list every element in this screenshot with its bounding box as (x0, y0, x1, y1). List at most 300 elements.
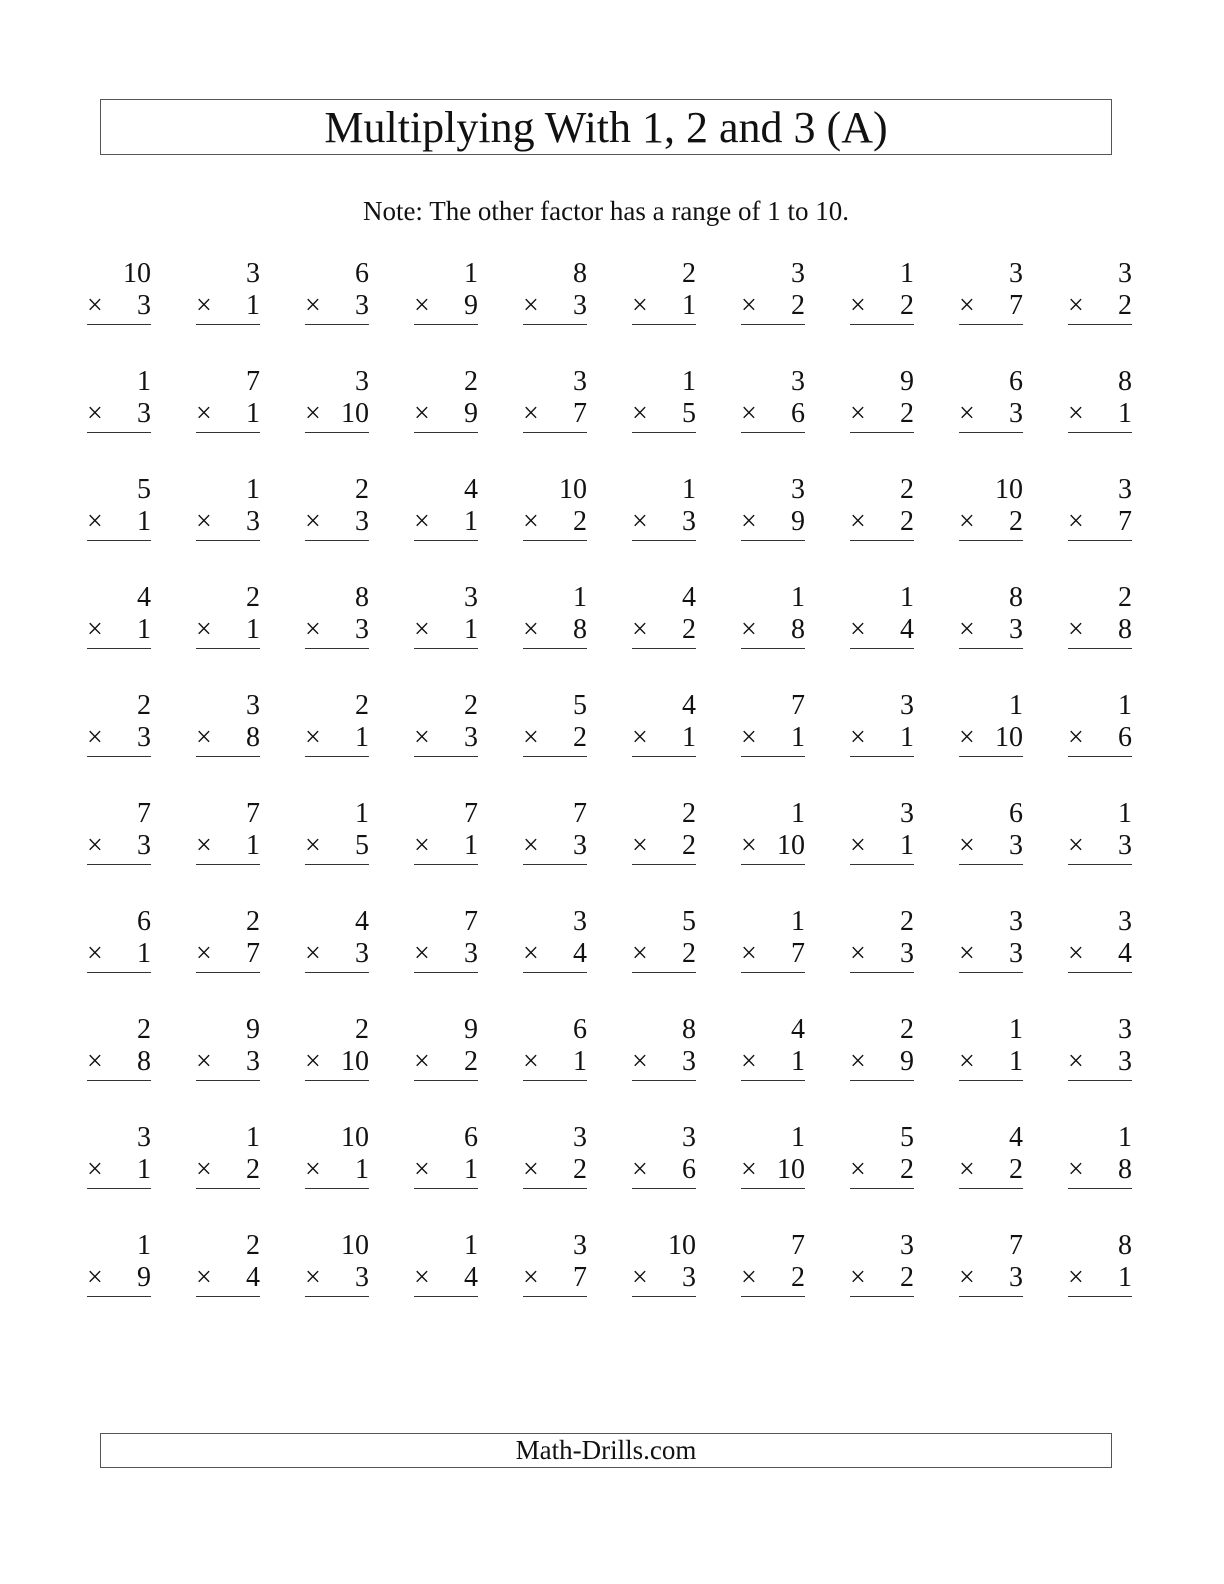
top-factor: 7 (791, 690, 805, 721)
multiplication-problem (632, 1014, 696, 1094)
bottom-factor: 9 (464, 398, 478, 429)
answer-line (1068, 398, 1132, 433)
bottom-factor: 5 (682, 398, 696, 429)
times-icon: × (414, 614, 430, 645)
answer-line (741, 614, 805, 649)
multiplication-problem (414, 1122, 478, 1202)
multiplication-problem (305, 1230, 369, 1310)
top-factor: 3 (900, 798, 914, 829)
times-icon: × (959, 1046, 975, 1077)
times-icon: × (196, 290, 212, 321)
top-factor: 9 (900, 366, 914, 397)
multiplication-problem (305, 690, 369, 770)
top-factor: 3 (900, 1230, 914, 1261)
times-icon: × (850, 938, 866, 969)
bottom-factor: 4 (573, 938, 587, 969)
top-factor: 1 (137, 366, 151, 397)
top-factor: 6 (137, 906, 151, 937)
top-factor: 4 (682, 582, 696, 613)
bottom-factor: 10 (341, 1046, 369, 1077)
top-factor: 5 (900, 1122, 914, 1153)
answer-line (305, 1154, 369, 1189)
times-icon: × (87, 614, 103, 645)
answer-line (959, 398, 1023, 433)
times-icon: × (305, 830, 321, 861)
times-icon: × (632, 938, 648, 969)
answer-line (741, 1046, 805, 1081)
multiplication-problem (87, 798, 151, 878)
answer-line (1068, 1262, 1132, 1297)
multiplication-problem (523, 366, 587, 446)
answer-line (87, 830, 151, 865)
times-icon: × (414, 398, 430, 429)
times-icon: × (850, 1046, 866, 1077)
multiplication-problem (414, 366, 478, 446)
answer-line (523, 614, 587, 649)
times-icon: × (959, 506, 975, 537)
times-icon: × (523, 722, 539, 753)
answer-line (850, 722, 914, 757)
top-factor: 2 (246, 906, 260, 937)
times-icon: × (632, 398, 648, 429)
answer-line (959, 830, 1023, 865)
problem-row (87, 366, 1137, 456)
bottom-factor: 3 (682, 506, 696, 537)
multiplication-problem (632, 1122, 696, 1202)
answer-line (1068, 290, 1132, 325)
bottom-factor: 2 (573, 722, 587, 753)
times-icon: × (87, 506, 103, 537)
times-icon: × (87, 398, 103, 429)
top-factor: 9 (246, 1014, 260, 1045)
answer-line (850, 614, 914, 649)
top-factor: 8 (355, 582, 369, 613)
multiplication-problem (959, 1230, 1023, 1310)
top-factor: 7 (573, 798, 587, 829)
times-icon: × (196, 1262, 212, 1293)
multiplication-problem (1068, 582, 1132, 662)
bottom-factor: 1 (246, 614, 260, 645)
times-icon: × (523, 398, 539, 429)
multiplication-problem (523, 1014, 587, 1094)
times-icon: × (523, 614, 539, 645)
times-icon: × (741, 1154, 757, 1185)
times-icon: × (959, 398, 975, 429)
answer-line (632, 1154, 696, 1189)
top-factor: 2 (246, 582, 260, 613)
answer-line (959, 290, 1023, 325)
top-factor: 2 (900, 1014, 914, 1045)
multiplication-problem (523, 582, 587, 662)
multiplication-problem (850, 474, 914, 554)
times-icon: × (1068, 830, 1084, 861)
multiplication-problem (414, 1230, 478, 1310)
answer-line (196, 722, 260, 757)
top-factor: 3 (1118, 474, 1132, 505)
multiplication-problem (305, 582, 369, 662)
answer-line (632, 290, 696, 325)
times-icon: × (87, 1046, 103, 1077)
problem-row (87, 1122, 1137, 1212)
bottom-factor: 3 (137, 830, 151, 861)
multiplication-problem (850, 690, 914, 770)
bottom-factor: 3 (1009, 938, 1023, 969)
problem-row (87, 1014, 1137, 1104)
top-factor: 1 (464, 1230, 478, 1261)
answer-line (87, 506, 151, 541)
answer-line (196, 506, 260, 541)
bottom-factor: 1 (464, 830, 478, 861)
times-icon: × (305, 938, 321, 969)
top-factor: 1 (791, 798, 805, 829)
bottom-factor: 1 (137, 1154, 151, 1185)
answer-line (632, 830, 696, 865)
answer-line (305, 614, 369, 649)
top-factor: 3 (573, 1230, 587, 1261)
bottom-factor: 3 (1009, 614, 1023, 645)
bottom-factor: 1 (355, 1154, 369, 1185)
bottom-factor: 7 (1009, 290, 1023, 321)
top-factor: 3 (464, 582, 478, 613)
top-factor: 7 (464, 906, 478, 937)
top-factor: 8 (573, 258, 587, 289)
bottom-factor: 1 (1009, 1046, 1023, 1077)
multiplication-problem (959, 366, 1023, 446)
times-icon: × (87, 722, 103, 753)
top-factor: 5 (682, 906, 696, 937)
problem-row (87, 906, 1137, 996)
answer-line (87, 938, 151, 973)
multiplication-problem (87, 1230, 151, 1310)
times-icon: × (305, 506, 321, 537)
top-factor: 1 (355, 798, 369, 829)
multiplication-problem (414, 258, 478, 338)
bottom-factor: 8 (246, 722, 260, 753)
multiplication-problem (741, 798, 805, 878)
multiplication-problem (87, 1122, 151, 1202)
multiplication-problem (632, 366, 696, 446)
top-factor: 4 (464, 474, 478, 505)
answer-line (87, 1262, 151, 1297)
times-icon: × (850, 1262, 866, 1293)
times-icon: × (196, 398, 212, 429)
answer-line (850, 506, 914, 541)
top-factor: 6 (573, 1014, 587, 1045)
multiplication-problem (850, 1014, 914, 1094)
top-factor: 1 (900, 582, 914, 613)
answer-line (414, 938, 478, 973)
times-icon: × (523, 1262, 539, 1293)
bottom-factor: 8 (1118, 1154, 1132, 1185)
multiplication-problem (414, 474, 478, 554)
top-factor: 1 (246, 474, 260, 505)
multiplication-problem (741, 1230, 805, 1310)
bottom-factor: 1 (573, 1046, 587, 1077)
bottom-factor: 2 (1009, 1154, 1023, 1185)
times-icon: × (741, 938, 757, 969)
multiplication-problem (850, 366, 914, 446)
top-factor: 2 (464, 366, 478, 397)
top-factor: 2 (355, 690, 369, 721)
multiplication-problem (1068, 798, 1132, 878)
top-factor: 7 (246, 366, 260, 397)
multiplication-problem (305, 474, 369, 554)
bottom-factor: 1 (246, 290, 260, 321)
multiplication-problem (87, 474, 151, 554)
multiplication-problem (196, 1014, 260, 1094)
top-factor: 3 (1118, 258, 1132, 289)
times-icon: × (414, 938, 430, 969)
answer-line (632, 506, 696, 541)
multiplication-problem (632, 258, 696, 338)
bottom-factor: 10 (995, 722, 1023, 753)
top-factor: 3 (1009, 258, 1023, 289)
times-icon: × (959, 722, 975, 753)
bottom-factor: 8 (1118, 614, 1132, 645)
times-icon: × (414, 1046, 430, 1077)
times-icon: × (1068, 1046, 1084, 1077)
times-icon: × (850, 1154, 866, 1185)
answer-line (305, 830, 369, 865)
top-factor: 1 (682, 366, 696, 397)
multiplication-problem (87, 906, 151, 986)
top-factor: 3 (573, 1122, 587, 1153)
multiplication-problem (741, 582, 805, 662)
times-icon: × (414, 722, 430, 753)
multiplication-problem (196, 474, 260, 554)
answer-line (632, 1262, 696, 1297)
bottom-factor: 9 (137, 1262, 151, 1293)
bottom-factor: 3 (900, 938, 914, 969)
bottom-factor: 7 (1118, 506, 1132, 537)
top-factor: 6 (1009, 366, 1023, 397)
multiplication-problem (632, 1230, 696, 1310)
multiplication-problem (87, 366, 151, 446)
top-factor: 3 (355, 366, 369, 397)
multiplication-problem (305, 1014, 369, 1094)
times-icon: × (632, 290, 648, 321)
top-factor: 1 (1118, 1122, 1132, 1153)
top-factor: 3 (791, 474, 805, 505)
times-icon: × (414, 290, 430, 321)
answer-line (959, 614, 1023, 649)
top-factor: 3 (1009, 906, 1023, 937)
top-factor: 1 (246, 1122, 260, 1153)
top-factor: 2 (682, 798, 696, 829)
multiplication-problem (87, 258, 151, 338)
top-factor: 6 (355, 258, 369, 289)
times-icon: × (1068, 1262, 1084, 1293)
bottom-factor: 1 (246, 398, 260, 429)
multiplication-problem (1068, 366, 1132, 446)
top-factor: 7 (246, 798, 260, 829)
multiplication-problem (850, 1122, 914, 1202)
top-factor: 10 (995, 474, 1023, 505)
bottom-factor: 3 (137, 722, 151, 753)
answer-line (414, 614, 478, 649)
page-title: Multiplying With 1, 2 and 3 (A) (324, 103, 888, 152)
answer-line (741, 290, 805, 325)
times-icon: × (741, 722, 757, 753)
top-factor: 2 (682, 258, 696, 289)
top-factor: 2 (900, 474, 914, 505)
multiplication-problem (196, 906, 260, 986)
top-factor: 10 (668, 1230, 696, 1261)
bottom-factor: 3 (137, 398, 151, 429)
top-factor: 3 (573, 366, 587, 397)
top-factor: 1 (1009, 690, 1023, 721)
bottom-factor: 2 (900, 290, 914, 321)
answer-line (414, 290, 478, 325)
multiplication-problem (414, 690, 478, 770)
multiplication-problem (196, 1230, 260, 1310)
bottom-factor: 7 (573, 398, 587, 429)
answer-line (414, 1046, 478, 1081)
answer-line (523, 398, 587, 433)
bottom-factor: 1 (900, 830, 914, 861)
title-box (100, 99, 1112, 155)
bottom-factor: 2 (682, 830, 696, 861)
answer-line (1068, 938, 1132, 973)
bottom-factor: 9 (464, 290, 478, 321)
times-icon: × (959, 1154, 975, 1185)
answer-line (414, 398, 478, 433)
multiplication-problem (305, 798, 369, 878)
footer-box (100, 1433, 1112, 1468)
top-factor: 1 (464, 258, 478, 289)
times-icon: × (1068, 722, 1084, 753)
top-factor: 2 (355, 474, 369, 505)
bottom-factor: 9 (900, 1046, 914, 1077)
times-icon: × (1068, 938, 1084, 969)
bottom-factor: 3 (355, 290, 369, 321)
times-icon: × (632, 1046, 648, 1077)
multiplication-problem (196, 1122, 260, 1202)
multiplication-problem (959, 582, 1023, 662)
answer-line (959, 1154, 1023, 1189)
times-icon: × (632, 614, 648, 645)
multiplication-problem (523, 474, 587, 554)
multiplication-problem (1068, 690, 1132, 770)
top-factor: 1 (573, 582, 587, 613)
bottom-factor: 2 (682, 614, 696, 645)
bottom-factor: 7 (791, 938, 805, 969)
times-icon: × (850, 398, 866, 429)
times-icon: × (1068, 1154, 1084, 1185)
answer-line (196, 290, 260, 325)
multiplication-problem (959, 1014, 1023, 1094)
top-factor: 3 (900, 690, 914, 721)
multiplication-problem (959, 258, 1023, 338)
times-icon: × (741, 398, 757, 429)
answer-line (305, 290, 369, 325)
multiplication-problem (632, 582, 696, 662)
times-icon: × (305, 614, 321, 645)
top-factor: 2 (137, 1014, 151, 1045)
times-icon: × (959, 830, 975, 861)
multiplication-problem (959, 474, 1023, 554)
bottom-factor: 2 (573, 506, 587, 537)
answer-line (414, 1262, 478, 1297)
top-factor: 6 (1009, 798, 1023, 829)
bottom-factor: 4 (246, 1262, 260, 1293)
bottom-factor: 1 (900, 722, 914, 753)
answer-line (523, 722, 587, 757)
answer-line (414, 722, 478, 757)
times-icon: × (1068, 614, 1084, 645)
answer-line (414, 830, 478, 865)
answer-line (87, 398, 151, 433)
top-factor: 4 (1009, 1122, 1023, 1153)
multiplication-problem (414, 582, 478, 662)
times-icon: × (523, 1154, 539, 1185)
answer-line (523, 830, 587, 865)
top-factor: 7 (791, 1230, 805, 1261)
times-icon: × (87, 830, 103, 861)
answer-line (523, 1262, 587, 1297)
answer-line (196, 1262, 260, 1297)
answer-line (1068, 506, 1132, 541)
times-icon: × (523, 938, 539, 969)
multiplication-problem (523, 906, 587, 986)
top-factor: 3 (682, 1122, 696, 1153)
bottom-factor: 7 (573, 1262, 587, 1293)
times-icon: × (523, 290, 539, 321)
top-factor: 8 (1009, 582, 1023, 613)
bottom-factor: 2 (791, 290, 805, 321)
multiplication-problem (741, 1014, 805, 1094)
bottom-factor: 8 (791, 614, 805, 645)
top-factor: 1 (791, 906, 805, 937)
times-icon: × (632, 506, 648, 537)
multiplication-problem (196, 798, 260, 878)
top-factor: 8 (1118, 366, 1132, 397)
bottom-factor: 9 (791, 506, 805, 537)
top-factor: 2 (137, 690, 151, 721)
answer-line (850, 398, 914, 433)
multiplication-problem (741, 690, 805, 770)
top-factor: 10 (559, 474, 587, 505)
top-factor: 1 (1118, 690, 1132, 721)
answer-line (305, 722, 369, 757)
answer-line (632, 1046, 696, 1081)
top-factor: 7 (137, 798, 151, 829)
bottom-factor: 2 (682, 938, 696, 969)
top-factor: 4 (355, 906, 369, 937)
times-icon: × (850, 722, 866, 753)
answer-line (523, 938, 587, 973)
times-icon: × (959, 938, 975, 969)
answer-line (196, 938, 260, 973)
answer-line (1068, 830, 1132, 865)
answer-line (87, 1046, 151, 1081)
answer-line (523, 1046, 587, 1081)
times-icon: × (305, 398, 321, 429)
bottom-factor: 10 (777, 1154, 805, 1185)
bottom-factor: 1 (464, 506, 478, 537)
answer-line (959, 938, 1023, 973)
times-icon: × (87, 1262, 103, 1293)
answer-line (632, 938, 696, 973)
bottom-factor: 2 (246, 1154, 260, 1185)
range-note: Note: The other factor has a range of 1 to 10. (362, 196, 850, 226)
bottom-factor: 10 (777, 830, 805, 861)
bottom-factor: 6 (791, 398, 805, 429)
top-factor: 3 (791, 258, 805, 289)
bottom-factor: 3 (246, 1046, 260, 1077)
multiplication-problem (741, 474, 805, 554)
times-icon: × (305, 1154, 321, 1185)
